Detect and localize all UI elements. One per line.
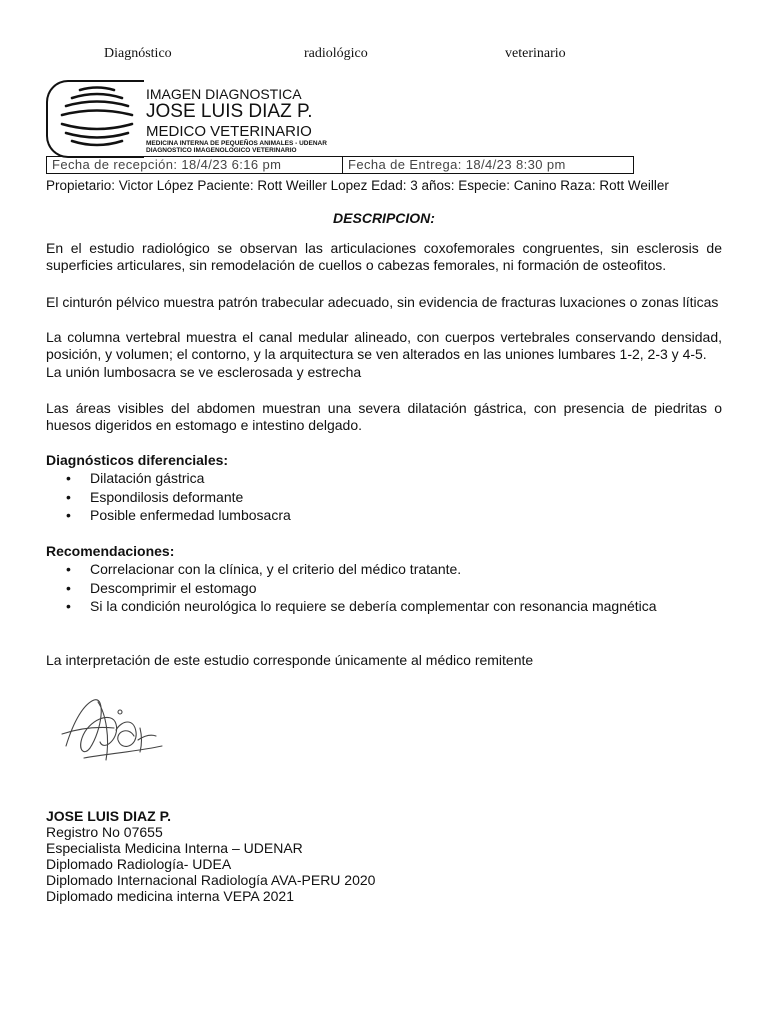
title-word-1: Diagnóstico [104,46,172,61]
brand-small-line2: DIAGNOSTICO IMAGENOLOGICO VETERINARIO [146,147,297,154]
title-word-2: radiológico [304,46,368,61]
list-item: • Descomprimir el estomago [46,579,657,598]
title-word-3: veterinario [505,46,566,61]
differentials-title: Diagnósticos diferenciales: [46,452,229,468]
patient-line: Propietario: Victor López Paciente: Rott Weiller Lopez Edad: 3 años: Especie: Canino Raza: Rott Weiller [46,178,669,193]
description-paragraph-2: El cinturón pélvico muestra patrón trabecular adecuado, sin evidencia de fracturas luxaciones o zonas líticas [46,294,719,310]
differentials-list [46,469,291,525]
signer-name: JOSE LUIS DIAZ P. [46,808,171,824]
signer-line-5: Diplomado medicina interna VEPA 2021 [46,888,295,904]
list-item: • Posible enfermedad lumbosacra [46,506,291,525]
interpretation-note: La interpretación de este estudio corresponde únicamente al médico remitente [46,652,534,668]
handwritten-signature-icon [54,690,174,770]
description-paragraph-3b: La unión lumbosacra se ve esclerosada y estrecha [46,364,362,380]
brand-name: JOSE LUIS DIAZ P. [146,101,313,122]
list-item: • Dilatación gástrica [46,469,291,488]
recommendations-list [46,560,657,616]
description-paragraph-3: La columna vertebral muestra el canal medular alineado, con cuerpos vertebrales conservando densidad, posición, y volumen; el contorno, y la arquitectura se ven alterados en las uniones lumbares 1-2, 2-3 y 4-5. [46,329,722,362]
description-paragraph-1: En el estudio radiológico se observan las articulaciones coxofemorales congruentes, sin esclerosis de superficies articulares, sin remodelación de cuellos o cabezas femorales, ni formación de osteofitos. [46,240,722,273]
list-item: • Correlacionar con la clínica, y el criterio del médico tratante. [46,560,657,579]
signer-line-1: Registro No 07655 [46,824,163,840]
dates-row [46,156,634,174]
brand-small-line1: MEDICINA INTERNA DE PEQUEÑOS ANIMALES - UDENAR [146,140,327,147]
concentric-arcs-logo-icon [52,84,142,152]
signer-line-4: Diplomado Internacional Radiología AVA-PERU 2020 [46,872,376,888]
recommendations-title: Recomendaciones: [46,543,175,559]
brand-profession: MEDICO VETERINARIO [146,123,312,140]
list-item: • Si la condición neurológica lo requiere se debería complementar con resonancia magnética [46,597,657,616]
description-title: DESCRIPCION: [333,210,435,226]
list-item: • Espondilosis deformante [46,488,291,507]
signer-line-3: Diplomado Radiología- UDEA [46,856,232,872]
brand-line1: IMAGEN DIAGNOSTICA [146,86,302,102]
description-paragraph-4: Las áreas visibles del abdomen muestran una severa dilatación gástrica, con presencia de piedritas o huesos digeridos en estomago e intestino delgado. [46,400,722,433]
reception-date: Fecha de recepción: 18/4/23 6:16 pm [47,157,343,173]
delivery-date: Fecha de Entrega: 18/4/23 8:30 pm [348,157,566,172]
signer-line-2: Especialista Medicina Interna – UDENAR [46,840,303,856]
